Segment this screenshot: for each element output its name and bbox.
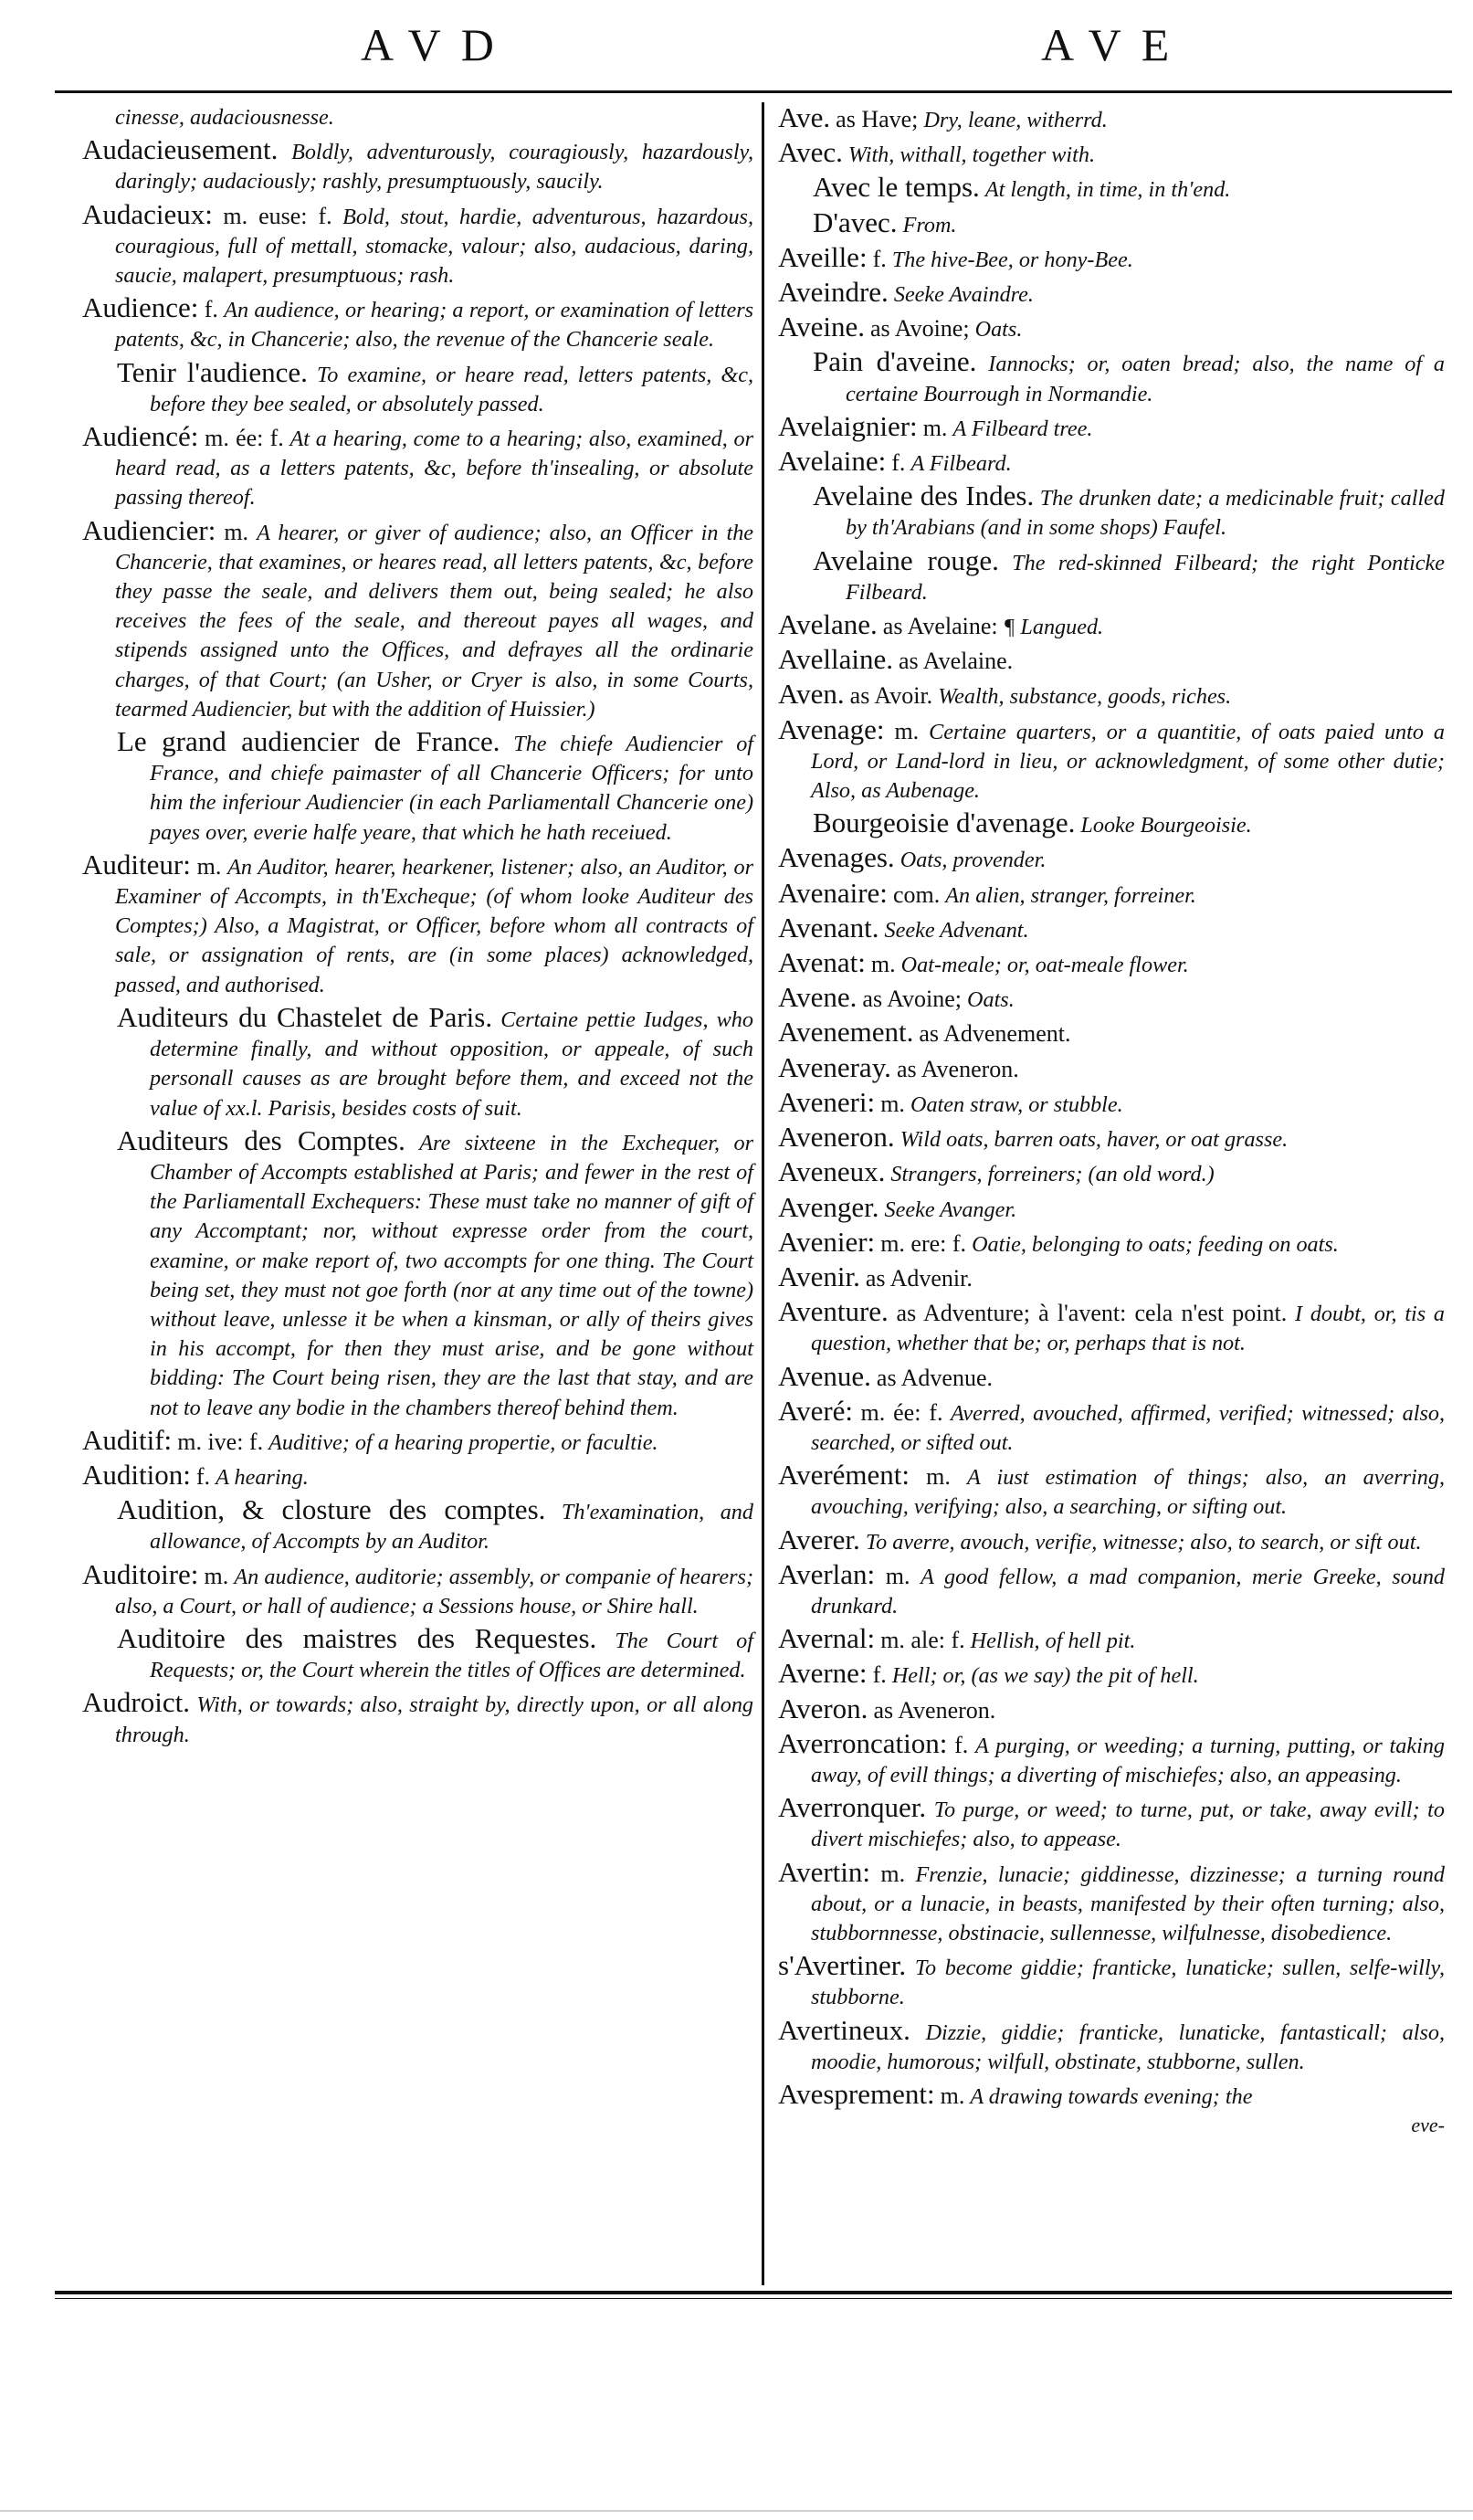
entry-headword: Avelaignier:: [778, 409, 918, 442]
footer-rule-thin: [55, 2298, 1452, 2299]
entry-headword: Averroncation:: [778, 1726, 948, 1759]
entry-grammar: as Avelaine.: [899, 648, 1014, 675]
entry-definition: Boldly, adventurously, couragiously, hazardously, daringly; audaciously; rashly, presumptuously, saucily.: [115, 140, 753, 195]
entry-headword: D'avec.: [813, 206, 898, 238]
entry-definition: Iannocks; or, oaten bread; also, the name of a certaine Bourrough in Normandie.: [846, 352, 1446, 406]
sub-entry: [813, 173, 1445, 205]
entry-headword: Audroict.: [82, 1686, 190, 1719]
entry-grammar: m. ive: f.: [177, 1428, 264, 1455]
dictionary-entry: [778, 1694, 1445, 1726]
entry-definition: Th'examination, and allowance, of Accompts by an Auditor.: [150, 1500, 753, 1555]
entry-definition: Averred, avouched, affirmed, verified; witnessed; also, searched, or sifted out.: [811, 1400, 1446, 1455]
dictionary-entry: [778, 712, 1446, 807]
header-left-guideword: AVD: [361, 19, 514, 70]
entry-grammar: com.: [892, 880, 941, 908]
dictionary-entry: [778, 876, 1445, 911]
entry-grammar: m. ée: f.: [205, 425, 284, 452]
entry-headword: Averronquer.: [778, 1791, 927, 1824]
sub-entry: [117, 355, 753, 419]
entry-definition: Wild oats, barren oats, haver, or oat grasse.: [900, 1127, 1289, 1153]
dictionary-entry: [778, 2077, 1445, 2112]
running-header: [0, 18, 1473, 73]
dictionary-entry: [778, 1297, 1445, 1358]
entry-definition: From.: [902, 212, 957, 237]
entry-grammar: m.: [880, 1090, 905, 1117]
entry-headword: Averne:: [778, 1657, 868, 1690]
entry-headword: Avenat:: [778, 946, 866, 979]
dictionary-entry: [778, 240, 1445, 275]
entry-definition: An alien, stranger, forreiner.: [945, 882, 1196, 908]
entry-grammar: m.: [224, 518, 249, 545]
entry-grammar: f.: [891, 449, 906, 477]
entry-definition: The hive-Bee, or hony-Bee.: [891, 247, 1133, 272]
scan-edge-line: [0, 2510, 1473, 2512]
entry-grammar: as Adventure; à l'avent: cela n'est point.: [896, 1300, 1288, 1327]
entry-headword: Aven.: [778, 678, 845, 711]
entry-grammar: as Avoir.: [849, 682, 933, 710]
dictionary-entry: [778, 103, 1445, 135]
entry-headword: Aveneri:: [778, 1085, 876, 1118]
entry-headword: Avenue.: [778, 1359, 871, 1392]
dictionary-entry: [778, 1525, 1445, 1557]
sub-entry: [117, 1000, 753, 1123]
dictionary-entry: [778, 312, 1445, 344]
entry-definition: Bold, stout, hardie, adventurous, hazardous, couragious, full of mettall, stomacke, valour; also, audacious, daring, saucie, malapert, presumptuous; rash.: [115, 204, 753, 289]
entry-definition: Oaten straw, or stubble.: [910, 1091, 1123, 1117]
entry-definition: cinesse, audaciousnesse.: [115, 105, 334, 130]
entry-grammar: f.: [204, 296, 218, 323]
dictionary-entry: [778, 1262, 1445, 1294]
entry-definition: A Filbeard tree.: [952, 416, 1093, 441]
entry-definition: Oats, provender.: [900, 848, 1047, 873]
continued-entry: [115, 103, 753, 132]
dictionary-entry: [778, 1659, 1445, 1691]
entry-headword: Avenier:: [778, 1225, 876, 1258]
entry-headword: Pain d'aveine.: [813, 345, 977, 378]
dictionary-entry: [778, 1793, 1445, 1854]
entry-headword: Averer.: [778, 1523, 860, 1555]
entry-definition: Looke Bourgeoisie.: [1080, 813, 1252, 838]
dictionary-entry: [778, 1157, 1445, 1189]
dictionary-entry: [778, 843, 1445, 875]
entry-definition: Dizzie, giddie; franticke, lunaticke, fantasticall; also, moodie, humorous; wilfull, obstinate, stubborne, sullen.: [811, 2019, 1445, 2074]
entry-definition: With, withall, together with.: [847, 142, 1096, 168]
entry-definition: At length, in time, in th'end.: [984, 177, 1231, 203]
entry-headword: Audacieusement.: [82, 133, 279, 166]
header-rule: [55, 90, 1452, 93]
dictionary-entry: [82, 135, 753, 196]
entry-grammar: f.: [954, 1731, 969, 1758]
entry-headword: Aveneux.: [778, 1155, 886, 1188]
entry-headword: Tenir l'audience.: [117, 355, 308, 388]
entry-headword: Audiencé:: [82, 420, 199, 453]
entry-definition: An Auditor, hearer, hearkener, listener; also, an Auditor, or Examiner of Accompts, in th'Excheque; (of whom looke Auditeur des Comptes;) Also, a Magistrat, or Officer, before whom all contracts of sale, or assignation of rents, are (in some places) acknowledged, passed, and authorised.: [115, 854, 754, 997]
dictionary-entry: [778, 645, 1445, 677]
entry-definition: Certaine quarters, or a quantitie, of oats paied unto a Lord, or Land-lord in lieu, or acknowledgment, of some other dutie; Also, as Aubenage.: [811, 719, 1446, 804]
entry-definition: Oat-meale; or, oat-meale flower.: [900, 953, 1189, 978]
entry-definition: The drunken date; a medicinable fruit; called by th'Arabians (and in some shops) Faufel.: [846, 486, 1446, 541]
entry-grammar: m.: [880, 1860, 906, 1887]
dictionary-entry: [82, 1423, 753, 1458]
entry-definition: Seeke Avaindre.: [893, 282, 1034, 308]
dictionary-entry: [778, 447, 1445, 479]
dictionary-entry: [778, 1557, 1446, 1621]
dictionary-entry: [82, 293, 753, 354]
entry-headword: Auditif:: [82, 1423, 173, 1456]
entry-headword: Avelaine des Indes.: [813, 480, 1035, 512]
entry-grammar: m. ale: f.: [880, 1627, 965, 1654]
dictionary-entry: [778, 2013, 1445, 2077]
dictionary-entry: [82, 1688, 753, 1749]
dictionary-entry: [82, 1460, 753, 1492]
entry-headword: Averément:: [778, 1459, 910, 1492]
entry-headword: Avelaine:: [778, 445, 887, 478]
entry-definition: Dry, leane, witherrd.: [923, 108, 1108, 132]
dictionary-entry: [778, 1359, 1445, 1394]
dictionary-entry: [778, 1855, 1446, 1949]
dictionary-entry: [778, 1017, 1445, 1049]
entry-headword: Aventure.: [778, 1295, 889, 1328]
dictionary-entry: [778, 913, 1445, 945]
dictionary-entry: [778, 1394, 1446, 1458]
dictionary-entry: [82, 850, 753, 1000]
dictionary-entry: [778, 1190, 1445, 1225]
entry-definition: Hell; or, (as we say) the pit of hell.: [891, 1663, 1199, 1689]
sub-entry: [813, 481, 1445, 543]
entry-headword: Avenages.: [778, 841, 895, 874]
entry-definition: A hearing.: [216, 1464, 309, 1490]
entry-headword: Auditeur:: [82, 848, 191, 880]
dictionary-entry: [82, 1557, 754, 1621]
entry-headword: Avenement.: [778, 1016, 914, 1049]
entry-headword: Bourgeoisie d'avenage.: [813, 807, 1076, 839]
entry-definition: Certaine pettie Iudges, who determine finally, and without opposition, or appeale, of such personall causes as are brought before them, and exceed not the value of xx.l. Parisis, besides costs of suit.: [150, 1007, 753, 1121]
entry-definition: An audience, or hearing; a report, or examination of letters patents, &c, in Chancerie; also, the revenue of the Chancerie seale.: [115, 298, 754, 353]
dictionary-entry: [778, 1624, 1445, 1656]
entry-definition: Oats.: [967, 987, 1015, 1013]
entry-headword: Aveine.: [778, 311, 865, 343]
entry-definition: A hearer, or giver of audience; also, an Officer in the Chancerie, that examines, or heares read, all letters patents, &c, before they passe the seale, and delivers them out, being sealed; he also receives the fees of the seale, and thereout payes all wages, and stipends assigned unto the Offices, and defrayes all the ordinarie charges, of that Court; (an Usher, or Cryer is also, in some Courts, tearmed Audiencier, but with the addition of Huissier.): [115, 520, 754, 722]
entry-definition: ¶ Langued.: [1003, 615, 1104, 640]
entry-headword: Avernal:: [778, 1622, 876, 1655]
entry-headword: Aveneron.: [778, 1121, 895, 1154]
entry-headword: Avec.: [778, 136, 843, 169]
entry-headword: Avertin:: [778, 1855, 871, 1888]
entry-grammar: m.: [926, 1463, 951, 1491]
entry-headword: Aveneray.: [778, 1050, 891, 1083]
entry-headword: Audience:: [82, 291, 199, 324]
dictionary-entry: [778, 1460, 1445, 1522]
entry-headword: Auditeurs du Chastelet de Paris.: [117, 1000, 493, 1033]
entry-headword: Avene.: [778, 981, 857, 1014]
entry-grammar: f.: [872, 245, 887, 272]
entry-headword: Avenant.: [778, 911, 879, 944]
entry-grammar: m.: [922, 414, 948, 441]
entry-headword: Le grand audiencier de France.: [117, 725, 500, 758]
entry-headword: Avenger.: [778, 1190, 879, 1223]
entry-headword: Aveindre.: [778, 276, 889, 309]
entry-grammar: f.: [195, 1462, 211, 1490]
entry-grammar: m.: [196, 852, 222, 880]
sub-entry: [117, 727, 753, 848]
entry-definition: To become giddie; franticke, lunaticke; sullen, selfe-willy, stubborne.: [811, 1956, 1445, 2010]
dictionary-entry: [82, 197, 753, 291]
sub-entry: [813, 543, 1445, 607]
entry-grammar: m.: [940, 2082, 965, 2109]
sub-entry: [813, 347, 1445, 408]
entry-grammar: m. ée: f.: [860, 1398, 943, 1426]
sub-entry: [813, 808, 1445, 840]
dictionary-entry: [82, 422, 753, 513]
entry-headword: Auditoire des maistres des Requestes.: [117, 1621, 597, 1654]
entry-definition: To purge, or weed; to turne, put, or take, away evill; to divert mischiefes; also, to appease.: [811, 1798, 1445, 1852]
entry-headword: Aveille:: [778, 240, 868, 273]
entry-headword: Ave.: [778, 101, 831, 133]
dictionary-entry: [778, 409, 1445, 444]
entry-headword: Auditeurs des Comptes.: [117, 1123, 405, 1156]
entry-definition: An audience, auditorie; assembly, or companie of hearers; also, a Court, or hall of audience; a Sessions house, or Shire hall.: [115, 1564, 754, 1618]
dictionary-entry: [778, 948, 1445, 980]
header-right-guideword: AVE: [1041, 19, 1190, 70]
column-divider: [762, 102, 764, 2285]
entry-grammar: as Advenir.: [865, 1264, 973, 1292]
entry-definition: A purging, or weeding; a turning, putting, or taking away, of evill things; a diverting of mischiefes; also, an appeasing.: [811, 1733, 1446, 1787]
entry-grammar: m.: [870, 951, 896, 978]
entry-grammar: as Avoine;: [862, 986, 962, 1013]
entry-grammar: m.: [204, 1562, 229, 1589]
entry-definition: A Filbeard.: [910, 451, 1012, 477]
entry-headword: Avelane.: [778, 608, 878, 641]
dictionary-entry: [82, 513, 754, 724]
dictionary-entry: [778, 1951, 1445, 2012]
sub-entry: [117, 1495, 753, 1556]
sub-entry: [117, 1123, 754, 1423]
entry-definition: I doubt, or, tis a question, whether that be; or, perhaps that is not.: [811, 1302, 1446, 1356]
dictionary-entry: [778, 1050, 1445, 1085]
entry-definition: At a hearing, come to a hearing; also, examined, or heard read, as a letters patents, &c, before th'insealing, or absolute passing thereof.: [115, 427, 754, 511]
left-column: [82, 103, 753, 1753]
dictionary-entry: [778, 610, 1445, 642]
entry-definition: With, or towards; also, straight by, directly upon, or all along through.: [115, 1692, 754, 1747]
entry-definition: Auditive; of a hearing propertie, or facultie.: [268, 1429, 658, 1455]
dictionary-entry: [778, 1085, 1445, 1120]
dictionary-entry: [778, 1123, 1445, 1155]
entry-headword: Audition:: [82, 1458, 191, 1491]
entry-headword: Avelaine rouge.: [813, 543, 999, 576]
entry-headword: Avesprement:: [778, 2077, 935, 2110]
dictionary-entry: [778, 278, 1445, 310]
dictionary-entry: [778, 680, 1445, 712]
entry-grammar: m.: [885, 1562, 910, 1589]
entry-headword: Audiencier:: [82, 513, 216, 546]
entry-grammar: m. euse: f.: [223, 202, 332, 229]
entry-grammar: as Avoine;: [870, 315, 970, 343]
sub-entry: [117, 1621, 753, 1685]
entry-grammar: as Avelaine:: [882, 613, 998, 640]
entry-grammar: m.: [894, 717, 920, 744]
entry-grammar: as Aveneron.: [873, 1696, 996, 1724]
entry-grammar: as Aveneron.: [896, 1055, 1019, 1082]
entry-definition: Wealth, substance, goods, riches.: [938, 684, 1232, 710]
entry-headword: Avellaine.: [778, 643, 893, 676]
entry-grammar: as Have;: [836, 106, 919, 132]
entry-headword: Avenir.: [778, 1260, 860, 1292]
entry-definition: Hellish, of hell pit.: [970, 1629, 1136, 1654]
dictionary-entry: [778, 983, 1445, 1015]
entry-definition: The red-skinned Filbeard; the right Ponticke Filbeard.: [846, 550, 1445, 605]
entry-definition: A iust estimation of things; also, an averring, avouching, verifying; also, a searching, or sifting out.: [811, 1465, 1445, 1520]
entry-definition: Oats.: [974, 317, 1023, 343]
entry-grammar: f.: [872, 1661, 887, 1689]
entry-grammar: as Advenue.: [876, 1364, 993, 1391]
entry-grammar: m. ere: f.: [880, 1229, 967, 1257]
entry-headword: Audition, & closture des comptes.: [117, 1493, 546, 1526]
entry-headword: Audacieux:: [82, 197, 213, 230]
entry-headword: Avenaire:: [778, 876, 888, 909]
entry-grammar: as Advenement.: [919, 1020, 1071, 1048]
footer-rule: [55, 2291, 1452, 2294]
catchword: eve-: [1411, 2113, 1445, 2136]
dictionary-entry: [778, 1726, 1446, 1790]
entry-headword: Averon.: [778, 1692, 868, 1724]
entry-definition: Seeke Advenant.: [884, 917, 1029, 943]
entry-headword: Averé:: [778, 1394, 854, 1427]
dictionary-entry: [778, 1225, 1445, 1260]
right-column: [778, 101, 1446, 2136]
entry-headword: Averlan:: [778, 1557, 876, 1590]
entry-headword: Avenage:: [778, 712, 885, 745]
entry-definition: The chiefe Audiencier of France, and chiefe paimaster of all Chancerie Officers; for unto him the inferiour Audiencier (in each Parliamentall Chancerie one) payes over, everie halfe yeare, that which he hath receiued.: [150, 732, 754, 845]
dictionary-entry: [778, 138, 1445, 170]
entry-headword: Avec le temps.: [813, 171, 980, 204]
entry-definition: Seeke Avanger.: [884, 1197, 1017, 1222]
entry-definition: Are sixteene in the Exchequer, or Chamber of Accompts established at Paris; and fewer in the rest of the Parliamentall Exchequers: These must take no manner of gift of any Accomptant; nor, without expresse order from the court, examine, or make report of, two accompts for one thing. The Court being set, they must not goe forth (nor at any time out of the towne) without leave, unlesse it be when a kinsman, or ally of theirs gives in his accompt, for then they must arise, and be gone without bidding: The Court being risen, they are the last that stay, and are not to leave any bodie in the chambers thereof behind them.: [150, 1130, 754, 1420]
entry-definition: Oatie, belonging to oats; feeding on oats.: [972, 1231, 1339, 1257]
entry-definition: The Court of Requests; or, the Court wherein the titles of Offices are determined.: [150, 1628, 753, 1683]
entry-definition: To averre, avouch, verifie, witnesse; also, to search, or sift out.: [865, 1529, 1422, 1555]
entry-headword: Avertineux.: [778, 2013, 910, 2046]
entry-headword: Auditoire:: [82, 1557, 199, 1590]
entry-definition: To examine, or heare read, letters patents, &c, before they bee sealed, or absolutely passed.: [150, 362, 753, 416]
entry-definition: A good fellow, a mad companion, merie Greeke, sound drunkard.: [811, 1564, 1446, 1618]
entry-definition: Frenzie, lunacie; giddinesse, dizzinesse; a turning round about, or a lunacie, in beasts, manifested by their often turning; also, stubbornnesse, obstinacie, sullennesse, wilfulnesse, disobedience.: [811, 1861, 1446, 1945]
entry-definition: A drawing towards evening; the: [970, 2083, 1253, 2109]
sub-entry: [813, 208, 1445, 240]
entry-headword: s'Avertiner.: [778, 1949, 907, 1982]
entry-definition: Strangers, forreiners; (an old word.): [890, 1162, 1215, 1187]
